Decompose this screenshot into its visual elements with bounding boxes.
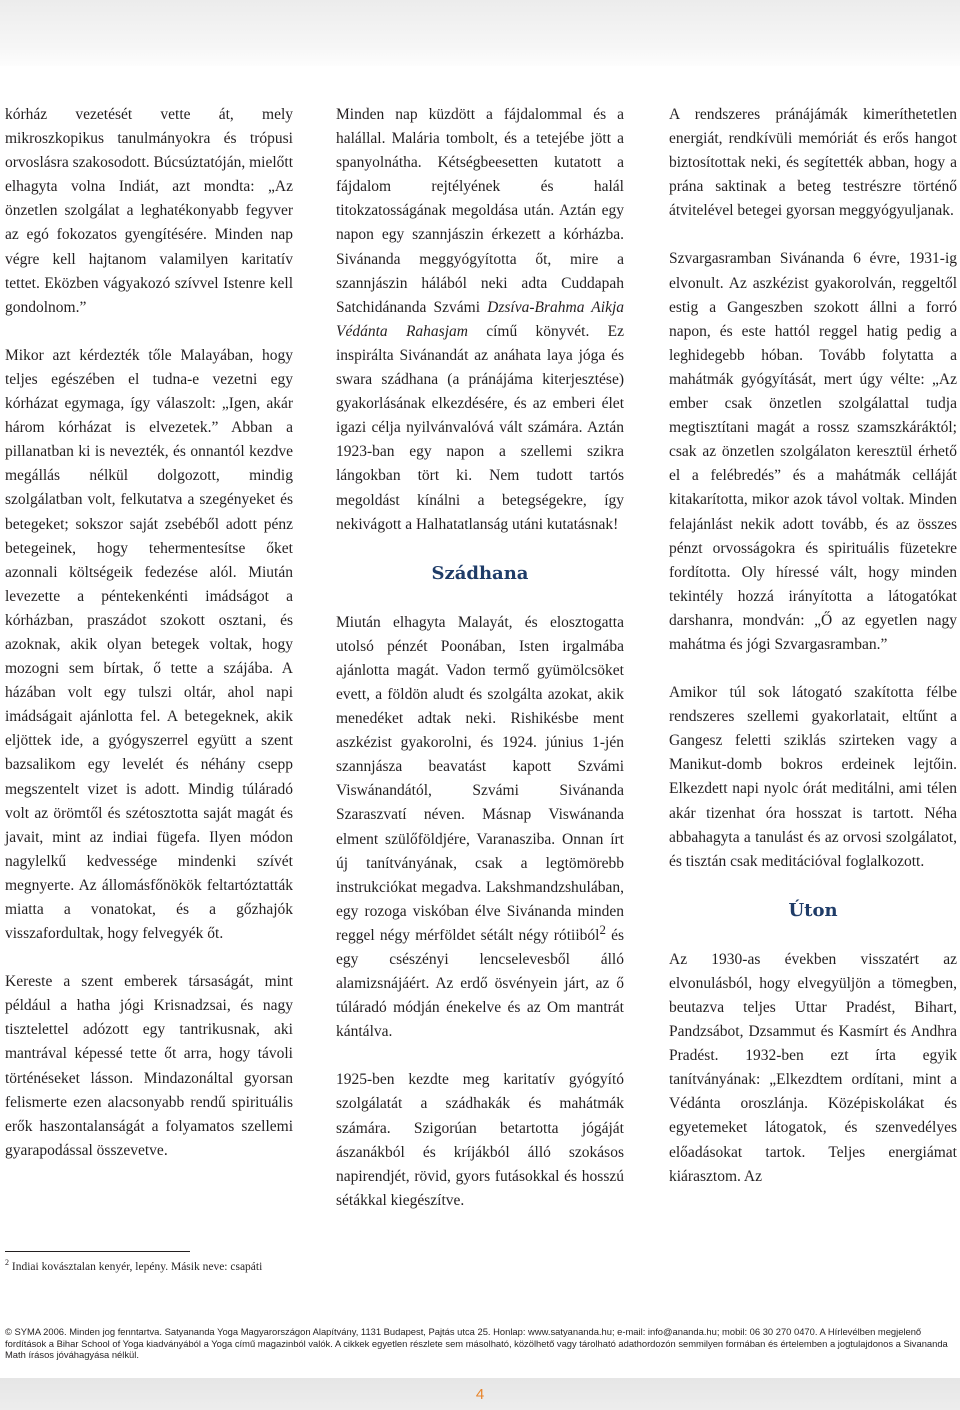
text-column-1 [5, 103, 293, 1163]
page-number: 4 [475, 1386, 485, 1403]
book-title: Dzsíva-Brahma Aikja Védánta Rahasjam [336, 298, 625, 340]
paragraph [336, 611, 624, 1045]
paragraph: A rendszeres pránájámák kimeríthetetlen energiát, rendkívüli memóriát és erős hangot biztosítottak neki, és segítették abban, hogy a prána saktinak a beteg testrészre történő átvitelével betegei gyorsan meggyógyuljanak. [669, 106, 957, 220]
paragraph: Szvargasramban Sivánanda 6 évre, 1931-ig elvonult. Az aszkézist gyakorolván, reggeltől estig a Gangeszben szokott állni a forró napon, és este hattól reggel hatig pedig a leghidegebb hóban. Tovább folytatta a mahátmák gyógyítását, mert úgy vélte: „Az ember csak önzetlen szolgálattal tudja megtisztítani magát a rossz szamszkáráktól; csak az önzetlen szolgálaton keresztül érhető el a felébredés” és a mahátmák celláját kitakarította, mikor azok távol voltak. Minden felajánlást nekik adott tovább, és az összes pénzt orvosságokra és spirituális füzetekre fordította. Oly híressé vált, hogy minden tekintély hozzá irányította a látogatókat darshanra, mondván: „Ő az egyetlen nagy mahátma és jógi Szvargasramban.” [669, 250, 957, 653]
copyright-notice: © SYMA 2006. Minden jog fenntartva. Satyananda Yoga Magyarországon Alapítvány, 1131 Budapest, Pajtás utca 25. Honlap: www.satyananda.hu; e-mail: info@ananda.hu; mobil: 06 30 270 0470. A Hírlevélben megjelenő fordítások a Bihar School of Yoga kiadványából a Yoga című magazinból valók. A cikkek egyetlen részlete sem másolható, közölhető vagy tárolható adathordozón semmilyen formában és értelemben a jogtulajdonos a Sivananda Math írásos jóváhagyása nélkül. [5, 1326, 948, 1360]
footnote [5, 1260, 505, 1275]
paragraph-text: Minden nap küzdött a fájdalommal és a halállal. Malária tombolt, és a tetejébe jött a spanyolnátha. Kétségbeesetten kutatott a fájdalom rejtélyének és halál titokzatosságának megoldása után. Aztán egy napon egy szannjászin érkezett a kórházba. Sivánanda meggyógyította őt, mire a szannjászin hálából neki adta Cuddapah Satchidánanda Szvámi [336, 106, 624, 316]
paragraph: Kereste a szent emberek társaságát, mint például a hatha jógi Krisnadzsai, és nagy tisztelettel adózott egy tantrikusnak, aki mantrával képessé tette őt arra, hogy távoli történéseket lásson. Mindazonáltal gyorsan felismerte ezen alacsonyabb rendű spirituális erők haszontalanságát a folyamatos szellemi gyarapodással összevetve. [5, 973, 293, 1159]
paragraph-text: és egy csészényi lencselevesből álló alamizsnájáért. Az erdő ösvényein járt, az ő túláradó módján énekelve és az Om mantrát kántálva. [336, 926, 624, 1041]
paragraph-text: című könyvét. Ez inspirálta Sivánandát az anáhata laya jóga és swara szádhana (a pránájáma kiterjesztése) gyakorlásának elkezdésére, és az emberi élet igazi célja nyilvánvalóvá vált számára. Aztán 1923-ban egy napon a szellemi szikra lángokban tört ki. Nem tudott tartós megoldást kínálni a betegségekre, így nekivágott a Halhatatlanság utáni kutatásnak! [336, 322, 624, 533]
paragraph: kórház vezetését vette át, mely mikroszkopikus tanulmányokra és trópusi orvoslásra szakosodott. Búcsúztatóján, mielőtt elhagyta volna Indiát, azt mondta: „Az önzetlen szolgálat a leghatékonyabb fegyver az egó fokozatos gyengítésére. Minden nap végre kell hajtanom valamilyen karitatív tettet. Eközben vágyakozó szívvel Istenre kell gondolnom.” [5, 106, 293, 316]
paragraph: Az 1930-as években visszatért az elvonulásból, hogy elvegyüljön a tömegben, beutazva teljes Uttar Pradést, Bihart, Pandzsábot, Dzsammut és Kasmírt és Andhra Pradést. 1932-ben ezt írta egyik tanítványának: „Elkezdtem ordítani, mint a Védánta oroszlánja. Középiskolákat és egyetemeket látogatok, és szenvedélyes előadásokat tartok. Teljes energiámat kiárasztom. Az [669, 950, 957, 1185]
paragraph: Mikor azt kérdezték tőle Malayában, hogy teljes egészében el tudna-e vezetni egy kórházat egymaga, így válaszolt: „Igen, akár három kórházat is elvezetek.” Abban a pillanatban ki is nevezték, és onnantól kezdve megállás nélkül dolgozott, mindig szolgálatban volt, felkutatva a szegényeket és betegeket; sokszor saját zsebéből adott pénz betegeinek, hogy tehermentesítse őket azonnali költségeik fedezése alól. Miután levezette a péntekenkénti imádságot a kórházban, praszádot szokott osztani, és azoknak, akik olyan betegek voltak, hogy mozogni sem bírtak, ő tette a szájába. A házában volt egy tulszi oltár, ahol napi imádságait ajánlotta fel. A betegeknek, akik eljöttek ide, a gyógyszerrel együtt a szent bazsalikom egy levelét és néhány csepp megszentelt vizet is adott. Mindig túláradó volt az örömtől és szétosztotta saját magát és javait, mint az indiai fügefa. Ilyen módon nagylelkű kedvessége mindenki szívét megnyerte. Az állomásfőnökök feltartóztatták miatta a vonatokat, és a gőzhajók visszafordultak, hogy felvegyék őt. [5, 346, 293, 943]
paragraph [336, 103, 624, 537]
footnote-marker: 2 [5, 1258, 9, 1268]
paragraph-text: Miután elhagyta Malayát, és elosztogatta utolsó pénzét Poonában, Isten irgalmába ajánlotta magát. Vadon termő gyümölcsöket evett, a földön aludt és szolgálta azokat, akik menedéket adtak neki. Rishikésbe ment aszkézist gyakorolni, és 1924. június 1-jén szannjásza beavatást kapott Szvámi Viswánandától, Szvámi Sivánanda Szaraszvatí néven. Másnap Viswánanda elment szülőföldjére, Varanasziba. Onnan írt új tanítványának, csak a legtömörebb instrukciókat megadva. Lakshmandzshulában, egy rozoga viskóban élve Sivánanda minden reggel négy mérföldet sétált négy rótiiból [336, 613, 624, 944]
footnote-divider [5, 1251, 190, 1252]
paragraph: Amikor túl sok látogató szakította félbe rendszeres szellemi gyakorlatait, eltűnt a Gangesz feletti sziklás szirteken vagy a Manikut-domb bokros erdeinek lejtőin. Elkezdett napi nyolc órát meditálni, ami télen akár tizenhat óra hosszat is tartott. Néha abbahagyta a tanulást és az orvosi szolgálatot, és tisztán csak meditációval foglalkozott. [669, 684, 957, 870]
text-column-2 [336, 103, 624, 1213]
section-heading-uton: Úton [788, 899, 838, 921]
footnote-text: Indiai kovásztalan kenyér, lepény. Másik neve: csapáti [11, 1261, 263, 1273]
paragraph: 1925-ben kezdte meg karitatív gyógyító szolgálatát a szádhakák és mahátmák számára. Szigorúan betartotta jógáját ászanákból és kríjákból álló szokásos napirendjét, rövid, gyors futásokkal és hosszú sétákkal kiegészítve. [336, 1071, 624, 1209]
section-heading-szadhana: Szádhana [431, 562, 529, 584]
footnote-reference: 2 [599, 921, 606, 937]
text-column-3 [669, 103, 957, 1189]
top-gray-band [0, 0, 960, 66]
